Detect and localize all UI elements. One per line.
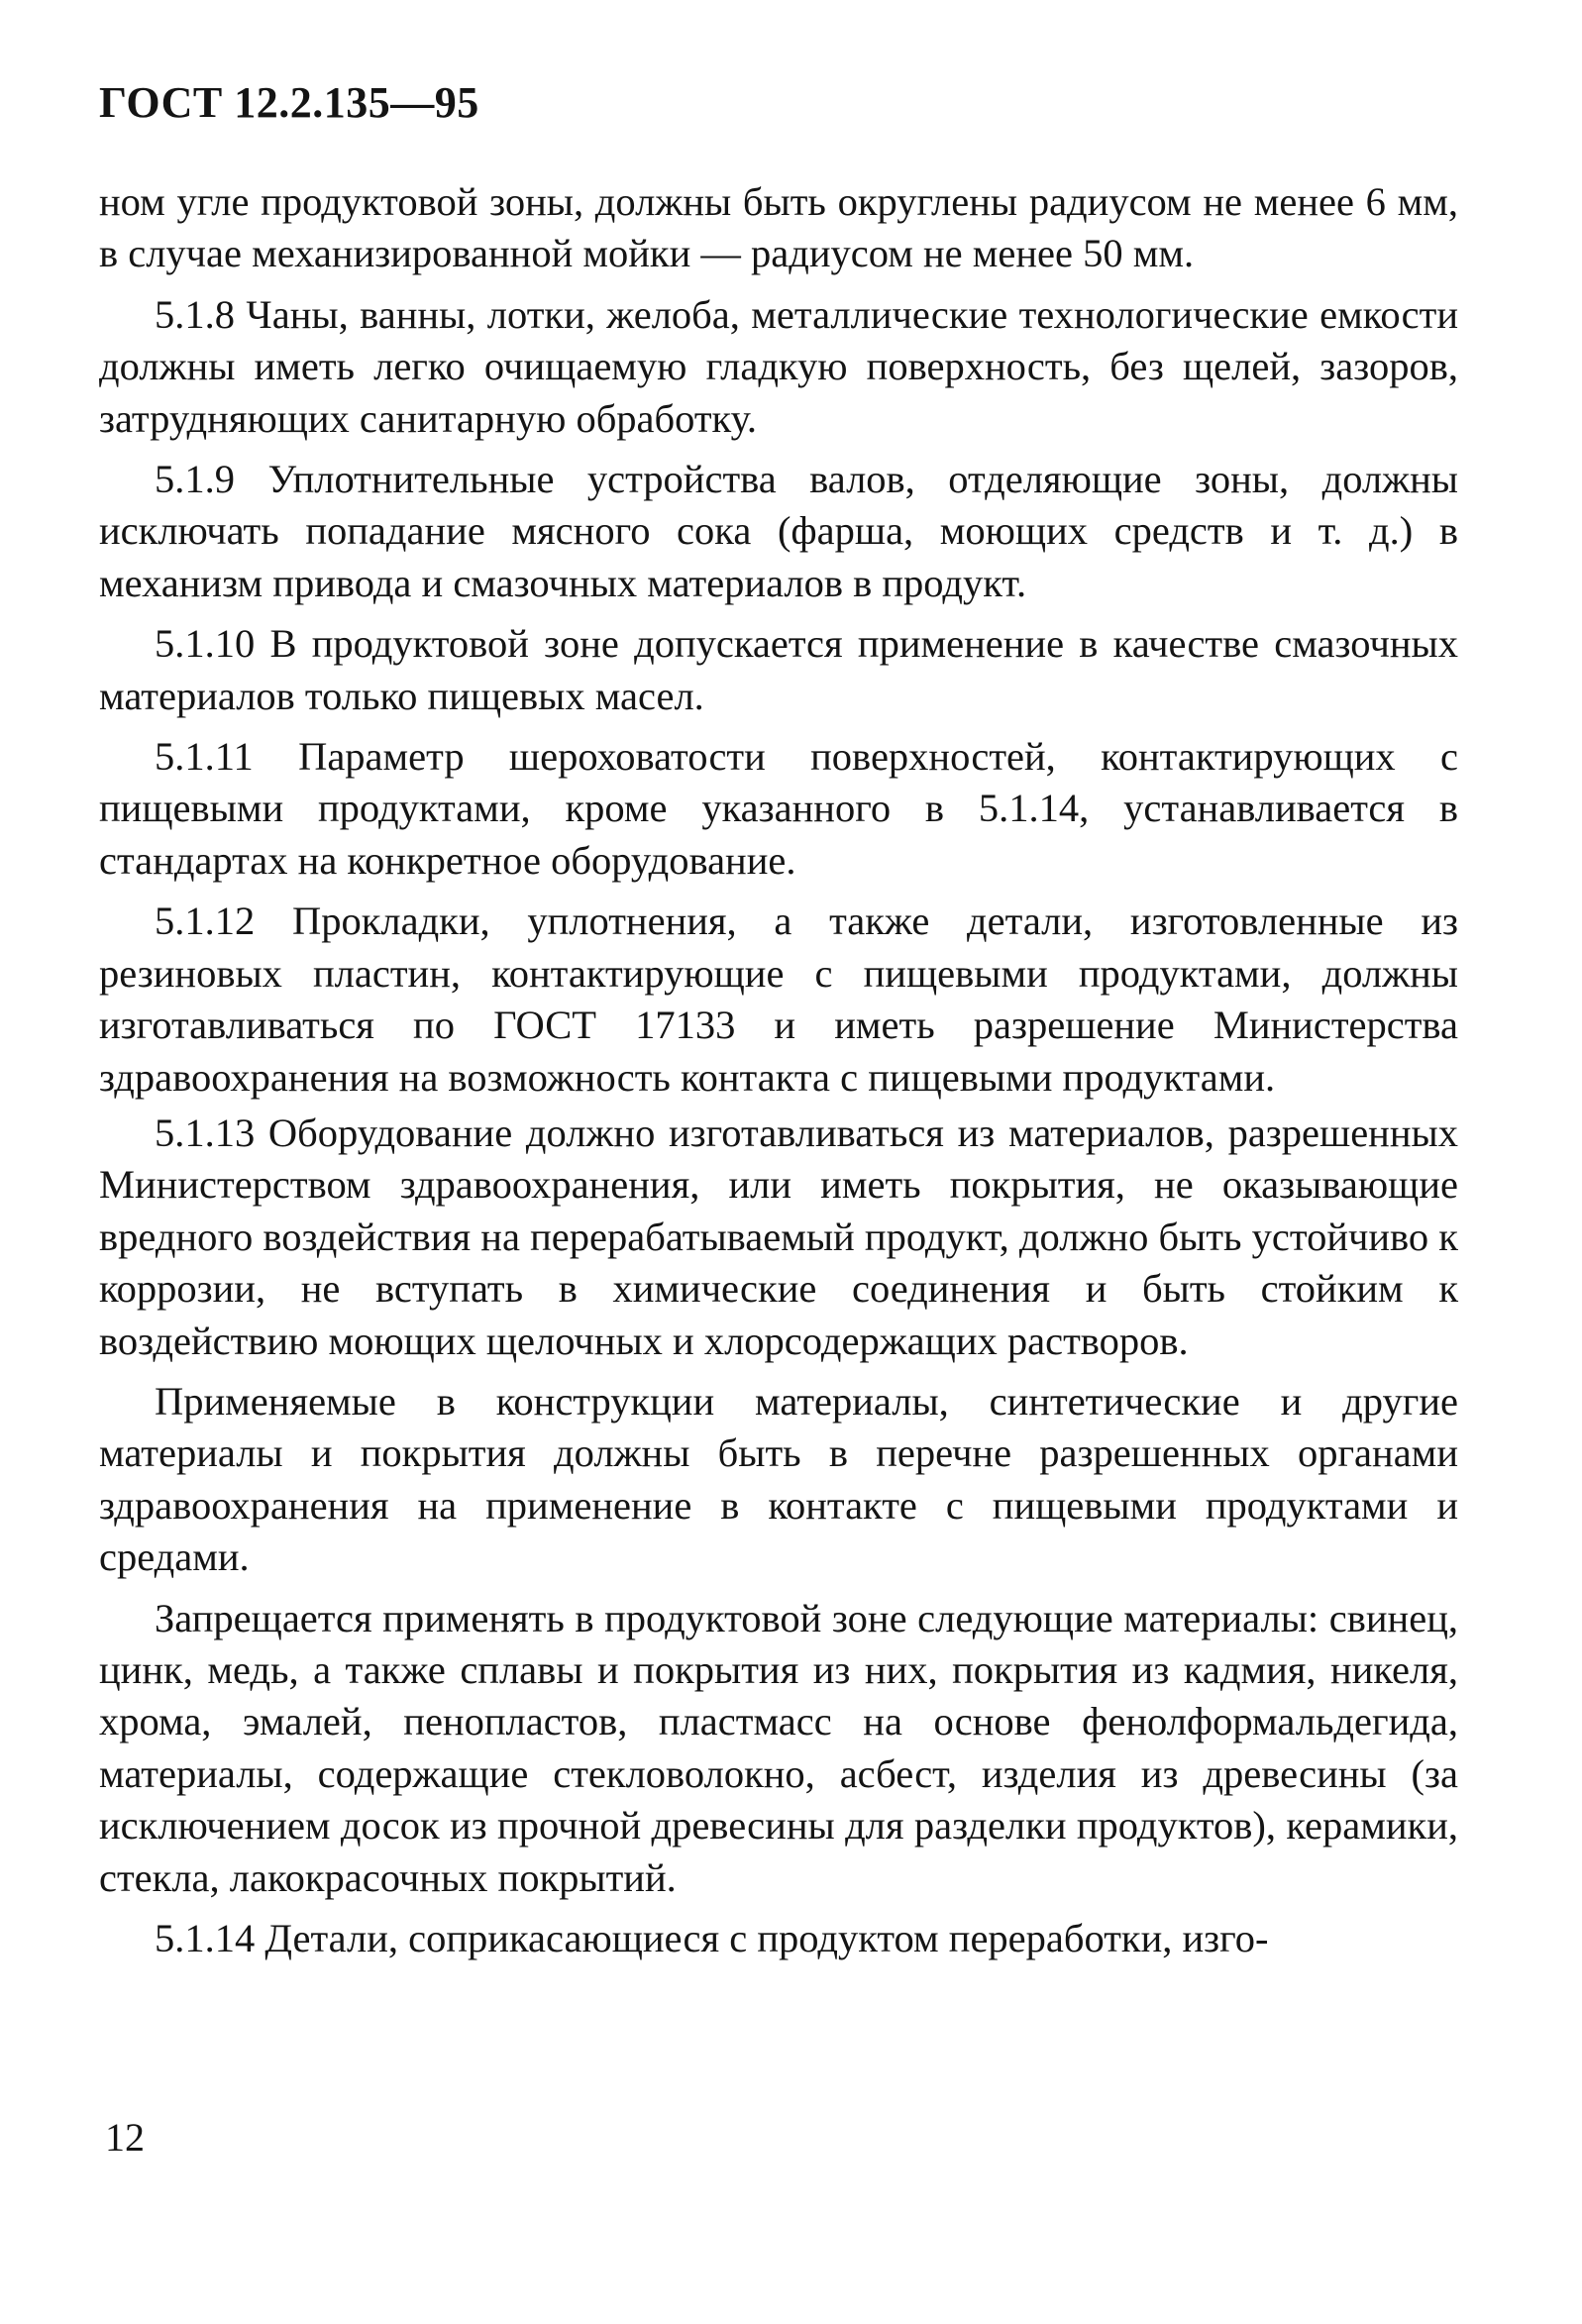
paragraph-5-1-13: 5.1.13 Оборудование должно изготавливаться из материалов, разрешенных Министерством здравоохранения, или иметь покрытия, не оказывающие вредного воздействия на перерабатываемый продукт, должно быть устойчиво к коррозии, не вступать в химические соединения и быть стойким к воздействию моющих щелочных и хлорсодержащих растворов. (99, 1109, 1458, 1363)
paragraph-5-1-14: 5.1.14 Детали, соприкасающиеся с продуктом переработки, изго- (155, 1916, 1269, 1960)
document-body (99, 176, 1458, 1973)
paragraph-prohibited-materials: Запрещается применять в продуктовой зоне следующие материалы: свинец, цинк, медь, а также сплавы и покрытия из них, покрытия из кадмия, никеля, хрома, эмалей, пенопластов, пластмасс на основе фенолформальдегида, материалы, содержащие стекловолокно, асбест, изделия из древесины (за исключением досок из прочной древесины для разделки продуктов), керамики, стекла, лакокрасочных покрытий. (99, 1595, 1458, 1900)
paragraph-materials-list: Применяемые в конструкции материалы, синтетические и другие материалы и покрытия должны быть в перечне разрешенных органами здравоохранения на применение в контакте с пищевыми продуктами и средами. (99, 1378, 1458, 1580)
paragraph-5-1-11: 5.1.11 Параметр шероховатости поверхностей, контактирующих с пищевыми продуктами, кроме указанного в 5.1.14, устанавливается в стандартах на конкретное оборудование. (99, 734, 1458, 883)
paragraph-5-1-10: 5.1.10 В продуктовой зоне допускается применение в качестве смазочных материалов только пищевых масел. (99, 621, 1458, 718)
page-number: 12 (105, 2115, 145, 2160)
paragraph-continuation: ном угле продуктовой зоны, должны быть округлены радиусом не менее 6 мм, в случае механизированной мойки — радиусом не менее 50 мм. (99, 179, 1458, 276)
paragraph-5-1-9: 5.1.9 Уплотнительные устройства валов, отделяющие зоны, должны исключать попадание мясного сока (фарша, моющих средств и т. д.) в механизм привода и смазочных материалов в продукт. (99, 457, 1458, 605)
paragraph-5-1-8: 5.1.8 Чаны, ванны, лотки, желоба, металлические технологические емкости должны иметь легко очищаемую гладкую поверхность, без щелей, зазоров, затрудняющих санитарную обработку. (99, 291, 1458, 441)
paragraph-5-1-12: 5.1.12 Прокладки, уплотнения, а также детали, изготовленные из резиновых пластин, контактирующие с пищевыми продуктами, должны изготавливаться по ГОСТ 17133 и иметь разрешение Министерства здравоохранения на возможность контакта с пищевыми продуктами. (99, 898, 1458, 1100)
document-header: ГОСТ 12.2.135—95 (99, 78, 479, 127)
